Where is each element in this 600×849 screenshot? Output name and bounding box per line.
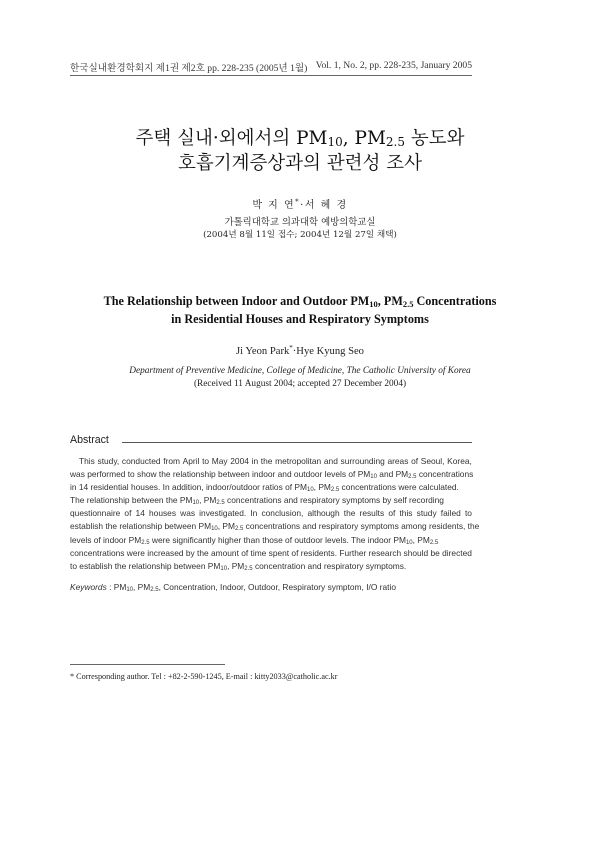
header-divider <box>70 75 472 76</box>
corresponding-author-mark: * <box>289 344 293 352</box>
abstract-line: The relationship between the $PM_{10}$, $PM_{2.5}$ concentrations and respiratory symptoms by self recording <box>70 495 444 507</box>
english-title-line-1: The Relationship between Indoor and Outdoor $PM_{10}$, $PM_{2.5}$ Concentrations <box>103 294 497 309</box>
corresponding-author-mark: * <box>295 198 301 206</box>
english-dates: (Received 11 August 2004; accepted 27 December 2004) <box>193 379 407 389</box>
abstract-line: This study, conducted from April to May 2004 in the metropolitan and surrounding areas of Seoul, Korea, <box>79 456 472 466</box>
keywords: Keywords : $PM_{10}$, $PM_{2.5}$, Concentration, Indoor, Outdoor, Respiratory symptom, I/O ratio <box>70 582 396 593</box>
abstract-line: was performed to show the relationship between indoor and outdoor levels of $PM_{10}$ and $PM_{2.5}$ concentrations <box>70 469 474 481</box>
abstract-line: to establish the relationship between $PM_{10}$, $PM_{2.5}$ concentration and respiratory symptoms. <box>70 560 407 572</box>
journal-citation-english: Vol. 1, No. 2, pp. 228-235, January 2005 <box>315 60 472 71</box>
korean-title <box>0 126 600 176</box>
korean-authors: 박 지 연*·서 혜 경 <box>252 198 348 211</box>
footnote-divider <box>70 664 225 665</box>
corresponding-author-footnote: * Corresponding author. Tel : +82-2-590-1245, E-mail : kitty2033@catholic.ac.kr <box>70 672 338 681</box>
korean-dates: (2004년 8월 11일 접수; 2004년 12월 27일 채택) <box>203 230 397 240</box>
english-authors: Ji Yeon Park*·Hye Kyung Seo <box>236 344 364 357</box>
korean-title-line-1: 주택 실내·외에서의 $PM_{10}$, $PM_{2.5}$ 농도와 <box>135 128 465 149</box>
abstract-heading: Abstract <box>70 434 109 446</box>
abstract-line: levels of indoor $PM_{2.5}$ were significantly higher than those of outdoor levels. The indoor $PM_{10}$, $PM_{2.5}$ <box>70 534 439 546</box>
abstract-line: questionnaire of 14 houses was investigated. In conclusion, although the results of this study failed to <box>70 508 472 519</box>
korean-affiliation: 가톨릭대학교 의과대학 예방의학교실 <box>224 217 376 228</box>
abstract-line: establish the relationship between $PM_{10}$, $PM_{2.5}$ concentrations and respiratory symptoms among residents, the <box>70 521 480 533</box>
abstract-line: concentrations were increased by the amount of time spent of residents. Further research should be directed <box>70 547 472 558</box>
english-title <box>0 292 600 328</box>
korean-title-line-2: 호흡기계증상과의 관련성 조사 <box>177 153 423 174</box>
abstract-body <box>70 455 480 573</box>
english-title-line-2: in Residential Houses and Respiratory Symptoms <box>171 312 429 326</box>
english-affiliation: Department of Preventive Medicine, College of Medicine, The Catholic University of Korea <box>129 366 471 376</box>
journal-citation-korean: 한국실내환경학회지 제1권 제2호 pp. 228-235 (2005년 1월) <box>70 63 308 74</box>
abstract-divider <box>122 442 472 443</box>
abstract-line: in 14 residential houses. In addition, indoor/outdoor ratios of $PM_{10}$, $PM_{2.5}$ concentrations were calculated. <box>70 482 459 494</box>
keywords-label: Keywords <box>70 582 107 592</box>
